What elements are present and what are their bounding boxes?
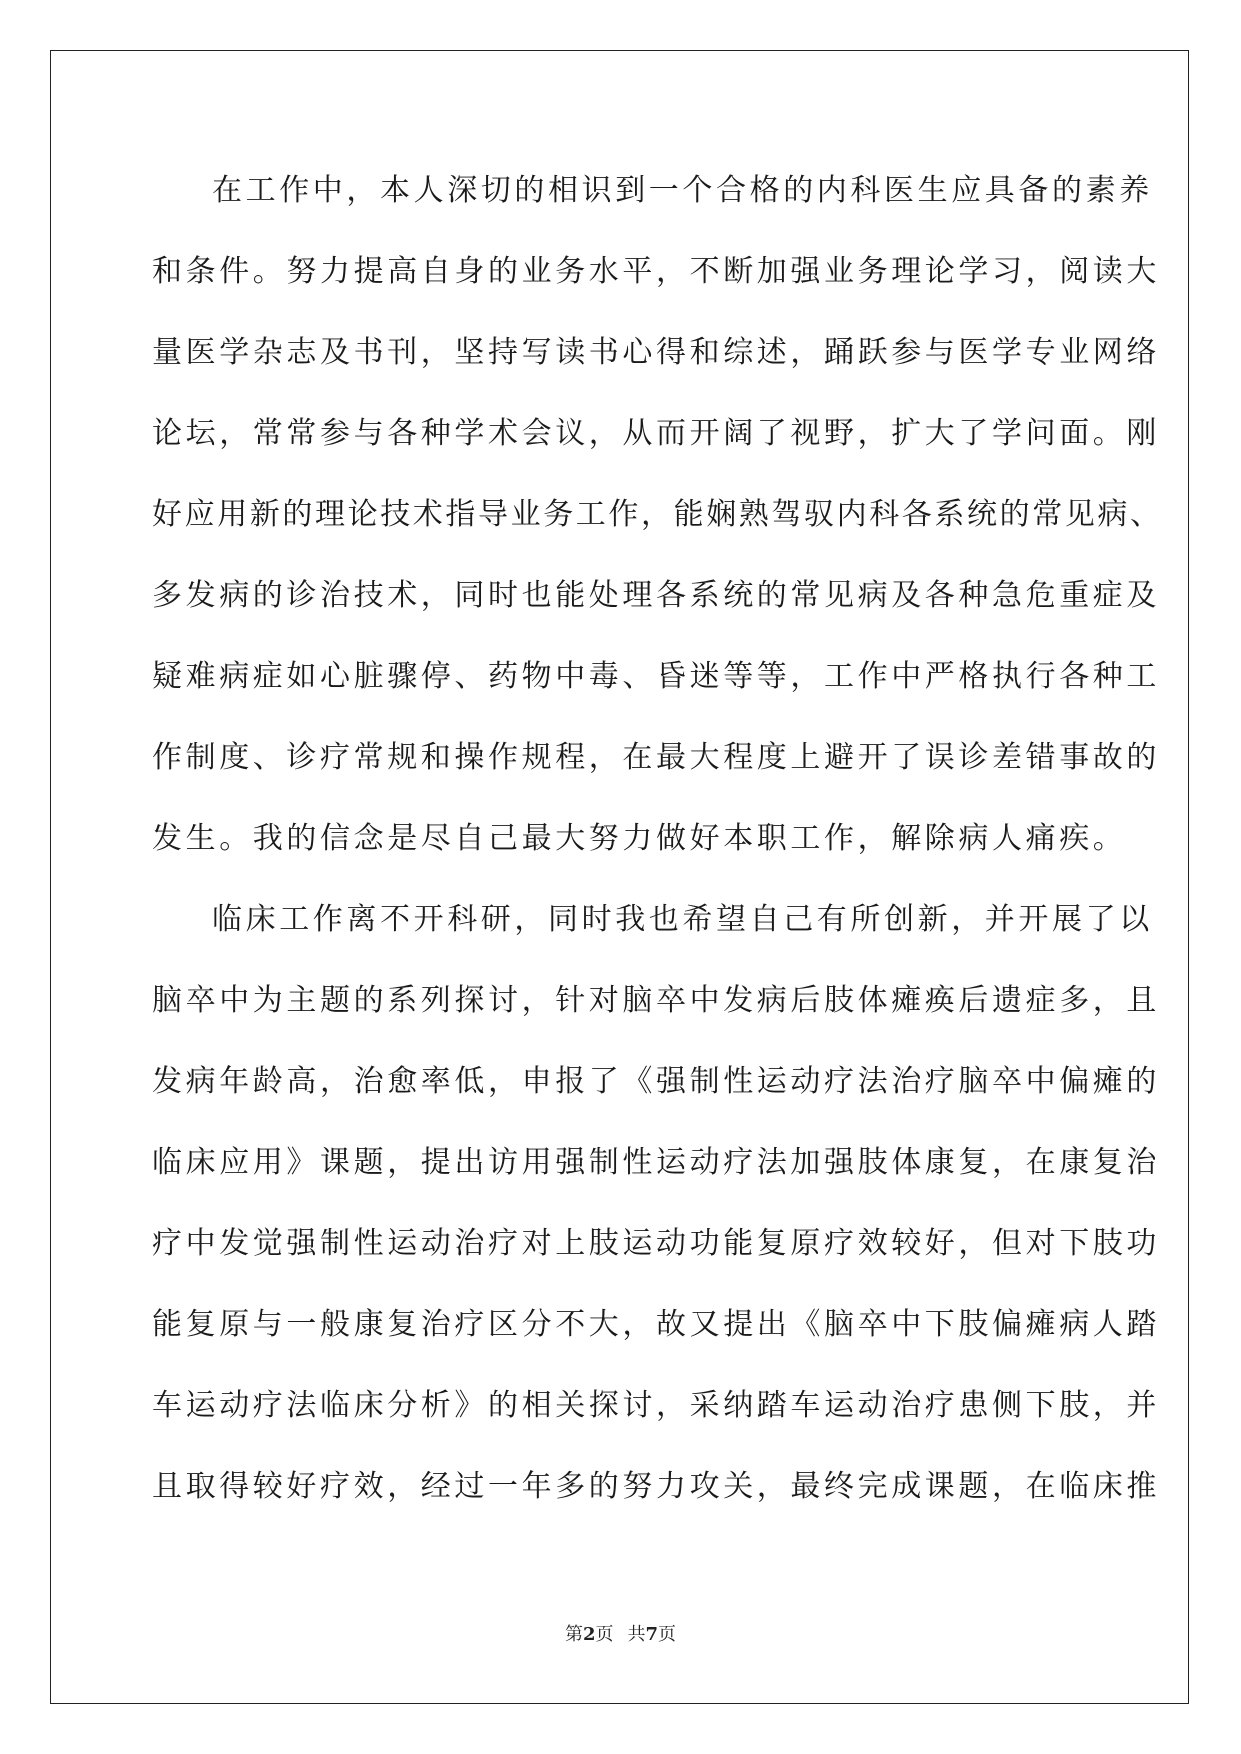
footer-page-suffix: 页 xyxy=(595,1624,614,1645)
paragraph-line: 疑难病症如心脏骤停、药物中毒、昏迷等等，工作中严格执行各种工 xyxy=(152,659,1160,694)
footer-total-suffix: 页 xyxy=(658,1624,677,1645)
paragraph-line: 发病年龄高，治愈率低，申报了《强制性运动疗法治疗脑卒中偏瘫的 xyxy=(152,1064,1160,1099)
paragraph-line: 论坛，常常参与各种学术会议，从而开阔了视野，扩大了学问面。刚 xyxy=(152,416,1160,451)
current-page-number: 2 xyxy=(582,1624,596,1645)
paragraph-line: 能复原与一般康复治疗区分不大，故又提出《脑卒中下肢偏瘫病人踏 xyxy=(152,1307,1160,1342)
paragraph-line: 发生。我的信念是尽自己最大努力做好本职工作，解除病人痛疾。 xyxy=(152,821,1127,856)
paragraph-line: 车运动疗法临床分析》的相关探讨，采纳踏车运动治疗患侧下肢，并 xyxy=(152,1388,1160,1423)
paragraph-line: 疗中发觉强制性运动治疗对上肢运动功能复原疗效较好，但对下肢功 xyxy=(152,1226,1160,1261)
paragraph-line: 且取得较好疗效，经过一年多的努力攻关，最终完成课题，在临床推 xyxy=(152,1469,1160,1504)
footer-total-prefix: 共 xyxy=(627,1624,646,1645)
page-footer xyxy=(0,1620,1241,1646)
paragraph-line: 临床应用》课题，提出访用强制性运动疗法加强肢体康复，在康复治 xyxy=(152,1145,1160,1180)
document-body xyxy=(152,150,1163,1527)
footer-prefix: 第 xyxy=(564,1624,583,1645)
paragraph-line: 脑卒中为主题的系列探讨，针对脑卒中发病后肢体瘫痪后遗症多，且 xyxy=(152,983,1160,1018)
paragraph-line: 在工作中，本人深切的相识到一个合格的内科医生应具备的素养 xyxy=(212,173,1153,208)
paragraph-line: 好应用新的理论技术指导业务工作，能娴熟驾驭内科各系统的常见病、 xyxy=(152,497,1163,532)
paragraph-line: 量医学杂志及书刊，坚持写读书心得和综述，踊跃参与医学专业网络 xyxy=(152,335,1160,370)
paragraph-line: 临床工作离不开科研，同时我也希望自己有所创新，并开展了以 xyxy=(212,902,1153,937)
paragraph-line: 和条件。努力提高自身的业务水平，不断加强业务理论学习，阅读大 xyxy=(152,254,1160,289)
paragraph-line: 多发病的诊治技术，同时也能处理各系统的常见病及各种急危重症及 xyxy=(152,578,1160,613)
paragraph-line: 作制度、诊疗常规和操作规程，在最大程度上避开了误诊差错事故的 xyxy=(152,740,1160,775)
total-pages-number: 7 xyxy=(645,1624,659,1645)
